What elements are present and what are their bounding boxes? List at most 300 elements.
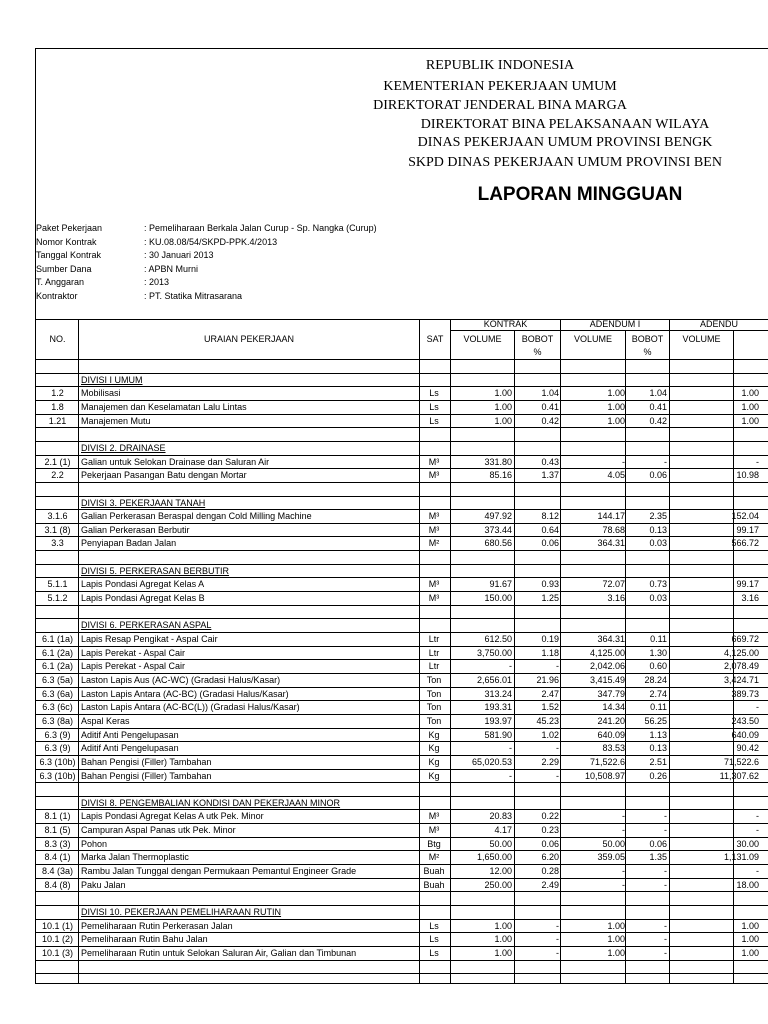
cell-v: - [509, 770, 512, 781]
cell-av: 364.31 [597, 538, 625, 549]
cell-no: 8.1 (1) [44, 811, 71, 822]
meta-label: Nomor Kontrak [36, 236, 97, 247]
cell-v: 1.00 [494, 920, 512, 931]
cell-sat: Ton [426, 688, 442, 699]
cell-desc: Mobilisasi [81, 388, 121, 399]
section-title: DIVISI 8. PENGEMBALIAN KONDISI DAN PEKERJAAN MINOR [81, 797, 341, 808]
cell-a2: - [756, 825, 759, 836]
cell-no: 8.4 (8) [44, 879, 71, 890]
cell-a2: 30.00 [736, 838, 759, 849]
cell-a2: 4,125.00 [723, 647, 759, 658]
col-header-kontrak: KONTRAK [483, 319, 528, 329]
cell-v: 193.31 [484, 702, 512, 713]
blank-row [36, 360, 768, 373]
section-title: DIVISI 3. PEKERJAAN TANAH [81, 497, 206, 508]
meta-label: Kontraktor [36, 290, 78, 301]
cell-desc: Pemeliharaan Rutin Perkerasan Jalan [81, 920, 233, 931]
cell-desc: Aspal Keras [81, 715, 130, 726]
cell-ab: 28.24 [644, 674, 667, 685]
cell-desc: Rambu Jalan Tunggal dengan Permukaan Pemantul Engineer Grade [81, 866, 357, 877]
cell-no: 6.3 (10b) [39, 756, 76, 767]
cell-ab: - [664, 879, 667, 890]
cell-av: 1.00 [607, 415, 625, 426]
cell-sat: Ton [426, 674, 442, 685]
cell-sat: Kg [428, 770, 440, 781]
table-row [36, 660, 768, 673]
cell-a2: 1.00 [741, 947, 759, 958]
cell-v: 1.00 [494, 415, 512, 426]
meta-label: Paket Pekerjaan [36, 223, 103, 233]
cell-ab: 0.73 [649, 579, 667, 590]
cell-v: 497.92 [484, 511, 512, 522]
cell-a2: 99.17 [736, 579, 759, 590]
cell-ab: - [664, 456, 667, 467]
cell-b: 8.12 [541, 511, 559, 522]
cell-a2: 90.42 [736, 743, 759, 754]
cell-av: 83.53 [602, 743, 625, 754]
table-row [36, 729, 768, 742]
cell-sat: Buah [423, 879, 445, 890]
cell-no: 6.3 (6a) [41, 688, 74, 699]
cell-b: 1.02 [541, 729, 559, 740]
cell-a2: 18.00 [736, 879, 759, 890]
cell-av: 4.05 [607, 470, 625, 481]
col-header-kontrak-volume: VOLUME [463, 334, 502, 344]
cell-av: - [622, 811, 625, 822]
cell-ab: - [664, 866, 667, 877]
cell-b: 0.22 [541, 811, 559, 822]
cell-no: 1.21 [48, 415, 67, 426]
blank-row [36, 783, 768, 796]
cell-sat: Ls [429, 415, 439, 426]
meta-label: T. Anggaran [36, 277, 85, 287]
cell-a2: 1.00 [741, 401, 759, 412]
cell-a2: 1.00 [741, 934, 759, 945]
cell-no: 6.3 (8a) [41, 715, 74, 726]
blank-row [36, 551, 768, 564]
cell-no: 3.1.6 [47, 511, 68, 522]
cell-sat: M² [428, 852, 440, 863]
cell-b: 0.23 [541, 825, 559, 836]
cell-v: 1.00 [494, 947, 512, 958]
cell-b: - [556, 661, 559, 672]
cell-desc: Lapis Pondasi Agregat Kelas A [81, 579, 205, 590]
table-row [36, 647, 768, 660]
cell-a2: 1.00 [741, 415, 759, 426]
cell-a2: 11,307.62 [719, 770, 759, 781]
cell-no: 10.1 (1) [41, 920, 74, 931]
cell-v: 50.00 [489, 838, 512, 849]
cell-v: 331.80 [484, 456, 512, 467]
section-title: DIVISI 5. PERKERASAN BERBUTIR [81, 565, 230, 576]
cell-ab: 1.13 [649, 729, 667, 740]
cell-sat: Ton [426, 715, 442, 726]
table-row [36, 688, 768, 701]
cell-v: 612.50 [484, 634, 512, 644]
cell-no: 8.3 (3) [44, 838, 71, 849]
cell-v: 4.17 [494, 825, 512, 836]
cell-av: 347.79 [597, 688, 625, 699]
cell-b: 0.06 [541, 838, 559, 849]
meta-value: : APBN Murni [144, 263, 199, 274]
cell-v: 1.00 [494, 401, 512, 412]
cell-av: 72.07 [602, 579, 625, 590]
cell-sat: Ltr [428, 661, 440, 672]
cell-ab: - [664, 947, 667, 958]
cell-av: - [622, 879, 625, 890]
section-row [36, 565, 768, 578]
cell-ab: - [664, 920, 667, 931]
table-row [36, 701, 768, 714]
cell-no: 2.2 [51, 470, 64, 481]
col-header-no: NO. [49, 334, 66, 344]
cell-sat: Ltr [428, 634, 440, 644]
cell-b: 2.29 [541, 756, 559, 767]
table-row [36, 537, 768, 550]
cell-a2: 640.09 [731, 729, 759, 740]
table-row [36, 865, 768, 878]
cell-no: 8.4 (3a) [41, 866, 74, 877]
cell-sat: M³ [428, 456, 440, 467]
cell-desc: Lapis Pondasi Agregat Kelas B [81, 593, 205, 604]
cell-av: 3.16 [607, 593, 625, 604]
cell-desc: Pemeliharaan Rutin Bahu Jalan [81, 934, 208, 945]
col-header-uraian: URAIAN PEKERJAAN [203, 334, 295, 344]
cell-av: 359.05 [597, 852, 625, 863]
blank-row [36, 892, 768, 905]
cell-a2: 2,078.49 [723, 661, 759, 672]
cell-a2: 3.16 [741, 593, 759, 604]
cell-a2: - [756, 456, 759, 467]
cell-av: - [622, 456, 625, 467]
table-row [36, 770, 768, 783]
cell-no: 6.1 (1a) [41, 634, 74, 644]
header-line-6: SKPD DINAS PEKERJAAN UMUM PROVINSI BEN [408, 155, 722, 170]
cell-no: 6.3 (6c) [42, 702, 73, 713]
cell-a2: 3,424.71 [723, 674, 759, 685]
cell-no: 8.4 (1) [44, 852, 71, 863]
header-line-4: DIREKTORAT BINA PELAKSANAAN WILAYA [420, 117, 710, 132]
table-row [36, 838, 768, 851]
cell-no: 6.3 (9) [44, 729, 71, 740]
cell-v: 581.90 [484, 729, 512, 740]
cell-a2: 152.04 [731, 511, 759, 522]
cell-sat: Ton [426, 702, 442, 713]
cell-a2: 1,131.09 [723, 852, 759, 863]
cell-sat: M³ [428, 470, 440, 481]
frame-top-border [35, 48, 768, 49]
cell-b: 0.93 [541, 579, 559, 590]
section-title: DIVISI 10. PEKERJAAN PEMELIHARAAN RUTIN [81, 907, 282, 917]
col-header-adendum1: ADENDUM I [589, 319, 641, 329]
table-row [36, 742, 768, 755]
cell-av: 1.00 [607, 388, 625, 399]
cell-b: 2.49 [541, 879, 559, 890]
col-header-a1-pct: % [643, 347, 652, 357]
cell-desc: Laston Lapis Antara (AC-BC) (Gradasi Halus/Kasar) [81, 688, 289, 699]
cell-sat: Ls [429, 401, 439, 412]
cell-no: 6.3 (5a) [41, 674, 74, 685]
cell-sat: Ls [429, 947, 439, 958]
cell-v: 313.24 [484, 688, 512, 699]
cell-sat: M³ [428, 579, 440, 590]
blank-row [36, 606, 768, 619]
cell-desc: Marka Jalan Thermoplastic [81, 852, 189, 863]
col-header-a1-bobot: BOBOT [631, 334, 664, 344]
cell-desc: Galian Perkerasan Berbutir [81, 524, 190, 535]
cell-no: 5.1.1 [47, 579, 68, 590]
cell-ab: 0.13 [649, 524, 667, 535]
cell-av: 144.17 [597, 511, 625, 522]
cell-desc: Lapis Pondasi Agregat Kelas A utk Pek. Minor [81, 811, 264, 822]
cell-sat: M³ [428, 524, 440, 535]
cell-b: 1.25 [541, 593, 559, 604]
cell-ab: 56.25 [644, 715, 667, 726]
cell-no: 6.1 (2a) [41, 661, 74, 672]
cell-av: 3,415.49 [589, 674, 625, 685]
col-header-sat: SAT [426, 334, 444, 344]
table-row [36, 510, 768, 523]
cell-a2: 99.17 [736, 524, 759, 535]
cell-no: 6.1 (2a) [41, 647, 74, 658]
cell-a2: 1.00 [741, 920, 759, 931]
cell-desc: Penyiapan Badan Jalan [81, 538, 177, 549]
cell-no: 8.1 (5) [44, 825, 71, 836]
cell-v: 91.67 [489, 579, 512, 590]
cell-desc: Campuran Aspal Panas utk Pek. Minor [81, 825, 236, 836]
cell-desc: Manajemen dan Keselamatan Lalu Lintas [81, 401, 247, 412]
cell-b: - [556, 743, 559, 754]
cell-av: 1.00 [607, 401, 625, 412]
section-title: DIVISI 2. DRAINASE [81, 442, 166, 453]
cell-b: 45.23 [536, 715, 559, 726]
cell-ab: 1.30 [649, 647, 667, 658]
cell-desc: Manajemen Mutu [81, 415, 151, 426]
cell-a2: 71,522.6 [723, 756, 759, 767]
cell-v: 2,656.01 [476, 674, 512, 685]
cell-desc: Galian untuk Selokan Drainase dan Saluran Air [81, 456, 270, 467]
cell-sat: Btg [427, 838, 441, 849]
table-row [36, 674, 768, 687]
cell-ab: 0.06 [649, 838, 667, 849]
cell-av: 364.31 [597, 634, 625, 644]
table-row [36, 469, 768, 482]
cell-av: 14.34 [602, 702, 625, 713]
cell-desc: Aditif Anti Pengelupasan [81, 743, 179, 754]
cell-sat: M² [428, 538, 440, 549]
meta-label: Tanggal Kontrak [36, 250, 102, 260]
cell-ab: 2.35 [649, 511, 667, 522]
cell-b: 21.96 [536, 674, 559, 685]
cell-ab: 0.42 [649, 415, 667, 426]
cell-no: 10.1 (2) [41, 934, 74, 945]
cell-v: 12.00 [489, 866, 512, 877]
table-row [36, 756, 768, 769]
cell-no: 10.1 (3) [41, 947, 74, 958]
cell-av: 78.68 [602, 524, 625, 535]
meta-value: : Pemeliharaan Berkala Jalan Curup - Sp. Nangka (Curup) [144, 223, 377, 233]
cell-ab: 0.11 [650, 634, 667, 644]
cell-ab: 0.60 [649, 661, 667, 672]
section-title: DIVISI I UMUM [81, 374, 143, 385]
cell-v: 85.16 [489, 470, 512, 481]
cell-no: 6.3 (10b) [39, 770, 76, 781]
cell-ab: 0.41 [649, 401, 667, 412]
header-line-2: KEMENTERIAN PEKERJAAN UMUM [383, 79, 617, 94]
cell-desc: Aditif Anti Pengelupasan [81, 729, 179, 740]
cell-b: - [556, 934, 559, 945]
cell-v: 193.97 [484, 715, 512, 726]
col-header-kontrak-pct: % [533, 347, 542, 357]
cell-sat: M³ [428, 511, 440, 522]
cell-desc: Pekerjaan Pasangan Batu dengan Mortar [81, 470, 247, 481]
table-row [36, 947, 768, 960]
cell-sat: Kg [428, 729, 440, 740]
cell-sat: M³ [428, 593, 440, 604]
section-row [36, 497, 768, 510]
meta-label: Sumber Dana [36, 263, 92, 274]
section-row [36, 442, 768, 455]
cell-desc: Paku Jalan [81, 879, 126, 890]
cell-ab: 2.74 [649, 688, 667, 699]
group-header-line [450, 330, 768, 331]
table-row [36, 592, 768, 605]
cell-v: - [509, 661, 512, 672]
cell-sat: Kg [428, 756, 440, 767]
cell-desc: Galian Perkerasan Beraspal dengan Cold Milling Machine [81, 511, 312, 522]
cell-sat: Ls [429, 920, 439, 931]
cell-a2: 566.72 [731, 538, 759, 549]
col-header-a2-volume: VOLUME [682, 334, 721, 344]
section-row [36, 619, 768, 632]
meta-value: : 30 Januari 2013 [144, 250, 214, 260]
cell-av: 1.00 [607, 947, 625, 958]
cell-av: 50.00 [602, 838, 625, 849]
table-row [36, 578, 768, 591]
cell-b: 2.47 [541, 688, 559, 699]
cell-ab: 0.13 [649, 743, 667, 754]
cell-desc: Bahan Pengisi (Filler) Tambahan [81, 770, 212, 781]
meta-value: : KU.08.08/54/SKPD-PPK.4/2013 [144, 236, 278, 247]
table-row [36, 401, 768, 414]
table-row [36, 933, 768, 946]
blank-row [36, 961, 768, 974]
header-line-3: DIREKTORAT JENDERAL BINA MARGA [373, 98, 627, 113]
cell-sat: Ls [429, 934, 439, 945]
cell-b: 0.42 [541, 415, 559, 426]
cell-desc: Bahan Pengisi (Filler) Tambahan [81, 756, 212, 767]
cell-no: 6.3 (9) [44, 743, 71, 754]
table-row [36, 715, 768, 728]
table-row [36, 824, 768, 837]
cell-v: 1.00 [494, 934, 512, 945]
cell-ab: - [664, 811, 667, 822]
cell-ab: 0.11 [650, 702, 667, 713]
cell-no: 1.2 [51, 388, 64, 399]
cell-desc: Lapis Resap Pengikat - Aspal Cair [81, 634, 218, 644]
cell-v: 1,650.00 [476, 852, 512, 863]
cell-sat: M³ [428, 825, 440, 836]
cell-b: 0.28 [541, 866, 559, 877]
table-row [36, 851, 768, 864]
cell-a2: 10.98 [736, 470, 759, 481]
blank-row [36, 483, 768, 496]
cell-av: 71,522.6 [589, 756, 625, 767]
cell-no: 2.1 (1) [44, 456, 71, 467]
table-row [36, 810, 768, 823]
meta-value: : PT. Statika Mitrasarana [144, 290, 243, 301]
cell-desc: Laston Lapis Aus (AC-WC) (Gradasi Halus/Kasar) [81, 674, 281, 685]
cell-b: 1.37 [541, 470, 559, 481]
cell-v: 680.56 [484, 538, 512, 549]
cell-sat: Ltr [428, 647, 440, 658]
cell-ab: 0.03 [649, 538, 667, 549]
cell-b: 6.20 [541, 852, 559, 863]
cell-b: 0.19 [541, 634, 559, 644]
cell-no: 3.1 (8) [44, 524, 71, 535]
cell-ab: 1.35 [649, 852, 667, 863]
cell-av: 1.00 [607, 934, 625, 945]
table-row [36, 387, 768, 400]
cell-ab: - [664, 934, 667, 945]
cell-b: - [556, 947, 559, 958]
report-title: LAPORAN MINGGUAN [477, 184, 683, 205]
cell-b: 0.64 [541, 524, 559, 535]
cell-ab: - [664, 825, 667, 836]
cell-ab: 2.51 [649, 756, 667, 767]
cell-desc: Lapis Perekat - Aspal Cair [81, 661, 186, 672]
section-row [36, 797, 768, 810]
cell-a2: - [756, 702, 759, 713]
cell-sat: M³ [428, 811, 440, 822]
meta-value: : 2013 [144, 277, 170, 287]
cell-b: 0.41 [541, 401, 559, 412]
col-header-adendum2: ADENDU [699, 319, 738, 329]
cell-av: 241.20 [597, 715, 625, 726]
table-row [36, 633, 768, 646]
blank-row [36, 428, 768, 441]
section-title: DIVISI 6. PERKERASAN ASPAL [81, 620, 212, 631]
table-row [36, 456, 768, 469]
cell-v: 65,020.53 [471, 756, 512, 767]
cell-a2: - [756, 811, 759, 822]
cell-desc: Pemeliharaan Rutin untuk Selokan Saluran Air, Galian dan Timbunan [81, 947, 357, 958]
frame-bottom-border [35, 983, 768, 984]
col-header-a1-volume: VOLUME [573, 334, 612, 344]
cell-b: 0.43 [541, 456, 559, 467]
cell-av: - [622, 825, 625, 836]
cell-b: 1.52 [541, 702, 559, 713]
cell-b: 0.06 [541, 538, 559, 549]
cell-av: - [622, 866, 625, 877]
cell-a2: 1.00 [741, 388, 759, 399]
cell-v: 250.00 [484, 879, 512, 890]
cell-desc: Pohon [81, 838, 108, 849]
cell-v: 3,750.00 [476, 647, 512, 658]
cell-av: 640.09 [597, 729, 625, 740]
section-row [36, 906, 768, 919]
cell-no: 5.1.2 [47, 593, 68, 604]
cell-v: - [509, 743, 512, 754]
cell-a2: 389.73 [731, 688, 759, 699]
cell-b: 1.04 [541, 388, 559, 399]
cell-sat: Kg [428, 743, 440, 754]
cell-desc: Laston Lapis Antara (AC-BC(L)) (Gradasi Halus/Kasar) [81, 702, 300, 713]
table-row [36, 920, 768, 933]
cell-sat: Ls [429, 388, 439, 399]
table-row [36, 415, 768, 428]
table-row [36, 879, 768, 892]
